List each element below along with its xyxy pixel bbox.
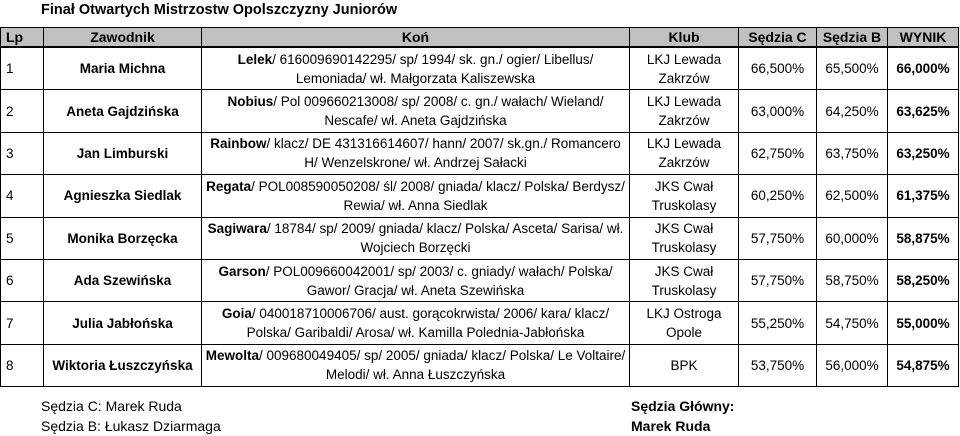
rider-name: Ada Szewińska [44,259,202,301]
result-score: 54,875% [888,344,959,386]
row-lp: 1 [1,47,44,90]
footer-chief-name: Marek Ruda [631,418,711,434]
judge-c-score: 62,750% [739,132,817,174]
horse-details: / POL009660042001/ sp/ 2003/ c. gniady/ wałach/ Polska/ [265,263,613,279]
horse-details: / POL008590050208/ śl/ 2008/ gniada/ klacz/ Polska/ Berdysz/ [251,178,625,194]
horse-line1 [202,304,629,323]
horse-details: / 18784/ sp/ 2009/ gniada/ klacz/ Polska/ Asceta/ Sarisa/ wł. [266,221,624,237]
result-score: 63,625% [888,90,959,132]
judge-c-score: 53,750% [739,344,817,386]
row-lp: 3 [1,132,44,174]
judge-b-score: 62,500% [817,175,888,217]
horse-name: Lelek [237,51,273,67]
horse-line2: H/ Wenzelskrone/ wł. Andrzej Sałacki [304,155,527,171]
rider-name: Aneta Gajdzińska [44,90,202,132]
rider-name: Agnieszka Siedlak [44,175,202,217]
result-score: 55,000% [888,302,959,344]
table-row [1,175,959,217]
horse-cell [202,259,630,301]
horse-line2: Nescafe/ wł. Aneta Gajdzińska [324,113,507,129]
row-lp: 5 [1,217,44,259]
rider-name: Maria Michna [44,47,202,90]
horse-details: / Pol 009660213008/ sp/ 2008/ c. gn./ wałach/ Wieland/ [273,94,604,110]
result-score: 58,875% [888,217,959,259]
judge-c-score: 57,750% [739,259,817,301]
horse-cell [202,132,630,174]
horse-cell [202,175,630,217]
horse-cell [202,302,630,344]
club-location: Truskolasy [651,240,717,256]
horse-line1 [202,177,629,196]
club-cell [630,90,739,132]
horse-name: Garson [218,263,266,279]
horse-line2: Lemoniada/ wł. Małgorzata Kaliszewska [295,70,536,86]
horse-line2: Wojciech Borzęcki [360,240,471,256]
horse-line2: Rewia/ wł. Anna Siedlak [343,197,488,213]
club-location: Zakrzów [658,155,710,171]
table-row [1,344,959,386]
horse-cell [202,47,630,90]
row-lp: 6 [1,259,44,301]
club-cell [630,175,739,217]
horse-name: Sagiwara [207,221,267,237]
result-score: 58,250% [888,259,959,301]
header-lp: Lp [1,28,44,48]
horse-cell [202,90,630,132]
horse-name: Rainbow [210,136,267,152]
club-cell [630,47,739,90]
horse-line1 [202,346,629,365]
horse-line2: Polska/ Garibaldi/ Arosa/ wł. Kamilla Polednia-Jabłońska [246,325,585,341]
horse-name: Goia [221,306,252,322]
footer-judge-c: Sędzia C: Marek Ruda [41,398,182,414]
horse-line1 [202,219,629,238]
row-lp: 7 [1,302,44,344]
club-location: Truskolasy [651,197,717,213]
row-lp: 2 [1,90,44,132]
table-row [1,302,959,344]
judge-b-score: 60,000% [817,217,888,259]
horse-details: / 009680049405/ sp/ 2005/ gniada/ klacz/ Polska/ Le Voltaire/ [259,348,626,364]
club-location: Zakrzów [658,113,710,129]
header-club: Klub [630,28,739,48]
judge-c-score: 60,250% [739,175,817,217]
judge-b-score: 63,750% [817,132,888,174]
footer-judge-b: Sędzia B: Łukasz Dziarmaga [41,418,221,434]
horse-name: Regata [206,178,252,194]
page-title: Finał Otwartych Mistrzostw Opolszczyzny Juniorów [41,2,398,18]
table-row [1,217,959,259]
result-score: 63,250% [888,132,959,174]
club-name: LKJ Lewada [646,136,722,152]
club-location: Opole [665,325,703,341]
header-judge-b: Sędzia B [817,28,888,48]
result-score: 61,375% [888,175,959,217]
judge-b-score: 56,000% [817,344,888,386]
header-judge-c: Sędzia C [739,28,817,48]
club-cell [630,217,739,259]
judge-c-score: 55,250% [739,302,817,344]
judge-c-score: 63,000% [739,90,817,132]
table-row [1,259,959,301]
horse-cell [202,344,630,386]
rider-name: Wiktoria Łuszczyńska [44,344,202,386]
club-location: Zakrzów [658,70,710,86]
horse-line1 [202,134,629,153]
club-cell [630,344,739,386]
judge-b-score: 65,500% [817,47,888,90]
results-table [0,27,959,387]
header-rider: Zawodnik [44,28,202,48]
header-result: WYNIK [888,28,959,48]
club-cell [630,259,739,301]
horse-details: / klacz/ DE 431316614607/ hann/ 2007/ sk.gn./ Romancero [266,136,621,152]
horse-line2: Gawor/ Gracja/ wł. Aneta Szewińska [306,282,525,298]
horse-line1 [202,92,629,111]
club-name: JKS Cwał [654,221,714,237]
club-name: LKJ Lewada [646,51,722,67]
result-score: 66,000% [888,47,959,90]
club-location: Truskolasy [651,282,717,298]
judge-b-score: 58,750% [817,259,888,301]
row-lp: 4 [1,175,44,217]
horse-line2: Melodi/ wł. Anna Łuszczyńska [325,367,506,383]
club-name: LKJ Lewada [646,94,722,110]
judge-c-score: 57,750% [739,217,817,259]
horse-line1 [202,50,629,69]
horse-details: / 040018710006706/ aust. gorącokrwista/ 2006/ kara/ klacz/ [251,306,610,322]
club-name: BPK [670,357,698,373]
rider-name: Julia Jabłońska [44,302,202,344]
table-header-row [1,28,959,48]
horse-details: / 616009690142295/ sp/ 1994/ sk. gn./ ogier/ Libellus/ [272,51,594,67]
footer-chief-label: Sędzia Główny: [631,398,735,414]
header-horse: Koń [202,28,630,48]
judge-c-score: 66,500% [739,47,817,90]
club-cell [630,302,739,344]
club-name: LKJ Ostroga [646,306,722,322]
horse-name: Mewolta [205,348,259,364]
judge-b-score: 54,750% [817,302,888,344]
table-row [1,132,959,174]
rider-name: Jan Limburski [44,132,202,174]
club-name: JKS Cwał [654,263,714,279]
row-lp: 8 [1,344,44,386]
horse-cell [202,217,630,259]
horse-line1 [202,262,629,281]
horse-name: Nobius [227,94,274,110]
judge-b-score: 64,250% [817,90,888,132]
club-cell [630,132,739,174]
club-name: JKS Cwał [654,178,714,194]
rider-name: Monika Borzęcka [44,217,202,259]
table-row [1,90,959,132]
table-row [1,47,959,90]
